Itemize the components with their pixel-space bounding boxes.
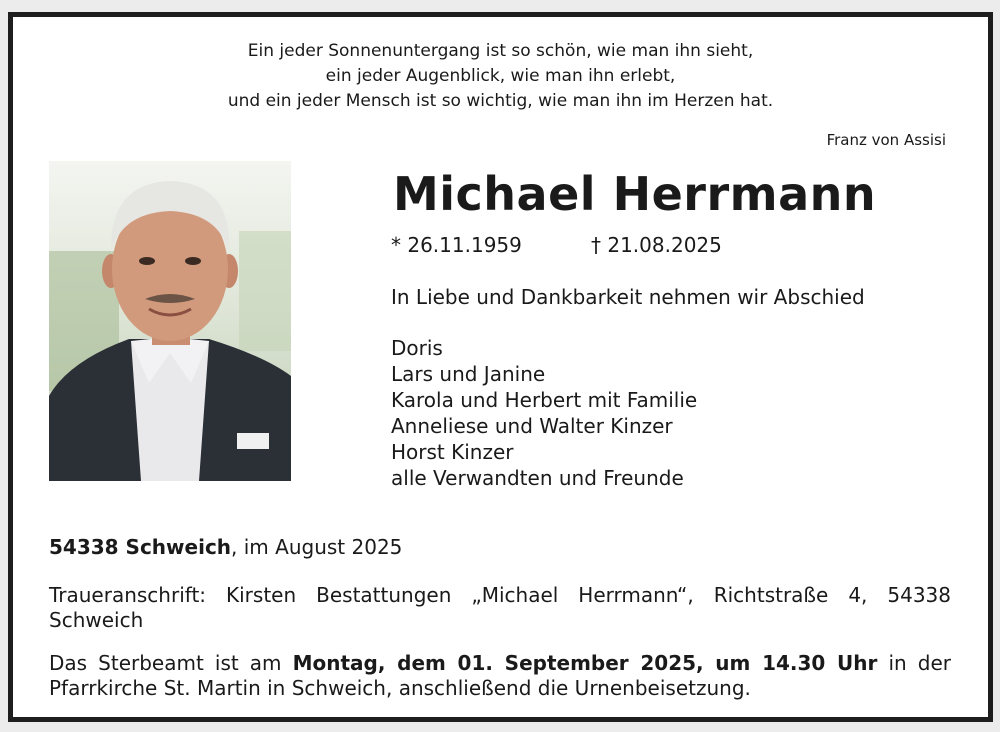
place-month: , im August 2025	[231, 535, 403, 559]
service-datetime: Montag, dem 01. September 2025, um 14.30 Uhr	[292, 651, 878, 675]
mourner: Horst Kinzer	[391, 440, 514, 464]
life-dates	[391, 233, 722, 257]
place-town: 54338 Schweich	[49, 535, 232, 559]
place-date	[49, 535, 402, 559]
mourner: Karola und Herbert mit Familie	[391, 388, 698, 412]
mourner: Anneliese und Walter Kinzer	[391, 414, 673, 438]
farewell-text: In Liebe und Dankbarkeit nehmen wir Abschied	[391, 285, 865, 309]
death-date: † 21.08.2025	[591, 233, 722, 257]
mourner: alle Verwandten und Freunde	[391, 466, 684, 490]
birth-date: * 26.11.1959	[391, 233, 522, 257]
service-prefix: Das Sterbeamt ist am	[49, 651, 293, 675]
quote-line: Ein jeder Sonnenuntergang ist so schön, wie man ihn sieht,	[247, 41, 754, 61]
service-suffix: in der Pfarrkirche St. Martin in Schweich, anschließend die Urnenbeisetzung.	[49, 651, 951, 700]
quote-line: ein jeder Augenblick, wie man ihn erlebt,	[325, 66, 676, 86]
quote-line: und ein jeder Mensch ist so wichtig, wie man ihn im Herzen hat.	[227, 91, 774, 111]
mourners-list	[391, 335, 697, 491]
quote	[13, 39, 988, 114]
portrait-photo	[49, 161, 291, 481]
quote-author: Franz von Assisi	[826, 131, 946, 149]
mourner: Doris	[391, 336, 443, 360]
mourner: Lars und Janine	[391, 362, 546, 386]
deceased-name: Michael Herrmann	[393, 167, 877, 221]
mourning-address: Traueranschrift: Kirsten Bestattungen „Michael Herrmann“, Richtstraße 4, 54338 Schweich	[49, 583, 951, 632]
obituary-card	[8, 12, 993, 722]
service-info	[49, 651, 951, 701]
